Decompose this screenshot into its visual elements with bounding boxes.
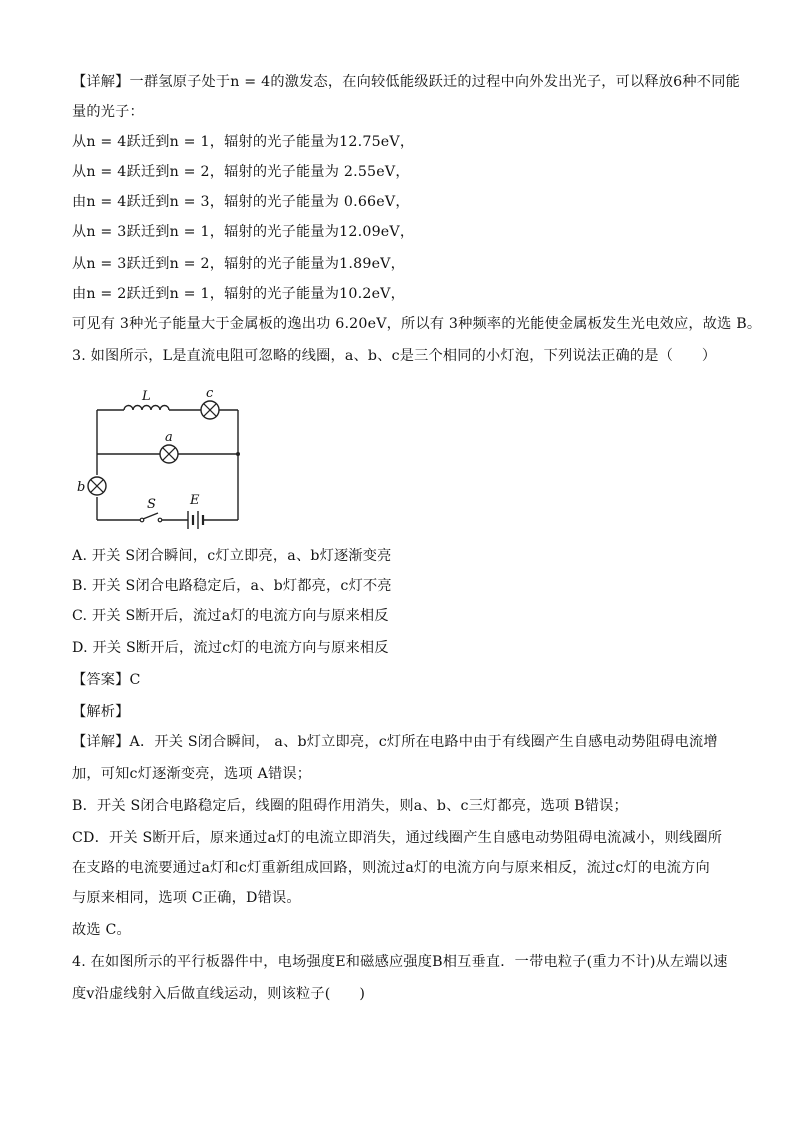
option-d: D. 开关 S断开后，流过c灯的电流方向与原来相反 — [72, 640, 389, 656]
question-3-stem: 3. 如图所示，L是直流电阻可忽略的线圈，a、b、c是三个相同的小灯泡，下列说法正确的是（ ） — [72, 348, 717, 364]
inductor-coil-icon — [124, 406, 169, 411]
text-line: 由n = 4跃迁到n = 3，辐射的光子能量为 0.66eV， — [72, 194, 410, 210]
explanation-line: B．开关 S闭合电路稳定后，线圈的阻碍作用消失，则a、b、c三灯都亮，选项 B错误； — [72, 798, 628, 814]
option-a: A. 开关 S闭合瞬间，c灯立即亮，a、b灯逐渐变亮 — [72, 548, 392, 564]
label-b: b — [77, 480, 86, 495]
label-L: L — [142, 389, 151, 404]
analysis-label: 【解析】 — [72, 704, 130, 720]
option-b: B. 开关 S闭合电路稳定后，a、b灯都亮，c灯不亮 — [72, 578, 392, 594]
explanation-line: 故选 C。 — [72, 922, 131, 938]
explanation-line: 加，可知c灯逐渐变亮，选项 A错误； — [72, 766, 312, 782]
text-line: 从n = 3跃迁到n = 1，辐射的光子能量为12.09eV， — [72, 224, 415, 240]
question-4-stem: 度v沿虚线射入后做直线运动，则该粒子( ) — [72, 986, 366, 1002]
lamp-c-icon — [201, 401, 219, 419]
lamp-b-icon — [88, 477, 106, 495]
junction-dot — [236, 452, 240, 456]
label-c: c — [206, 386, 214, 401]
label-a: a — [165, 430, 173, 445]
explanation-line: CD．开关 S断开后，原来通过a灯的电流立即消失，通过线圈产生自感电动势阻碍电流减小，则线圈所 — [72, 830, 723, 846]
switch-icon — [140, 513, 162, 522]
explanation-line: 与原来相同，选项 C正确，D错误。 — [72, 890, 301, 906]
lamp-a-icon — [160, 445, 178, 463]
question-4-stem: 4. 在如图所示的平行板器件中，电场强度E和磁感应强度B相互垂直．一带电粒子(重力不计)从左端以速 — [72, 954, 728, 970]
label-E: E — [190, 493, 200, 508]
option-c: C. 开关 S断开后，流过a灯的电流方向与原来相反 — [72, 608, 389, 624]
label-S: S — [147, 497, 156, 512]
text-line: 【详解】一群氢原子处于n = 4的激发态，在向较低能级跃迁的过程中向外发出光子，可以释放6种不同能 — [72, 74, 740, 90]
explanation-line: 【详解】A．开关 S闭合瞬间， a、b灯立即亮，c灯所在电路中由于有线圈产生自感电动势阻碍电流增 — [72, 734, 718, 750]
text-line: 由n = 2跃迁到n = 1，辐射的光子能量为10.2eV， — [72, 286, 405, 302]
battery-icon — [188, 511, 203, 529]
answer-label: 【答案】C — [72, 672, 141, 688]
text-line: 从n = 3跃迁到n = 2，辐射的光子能量为1.89eV， — [72, 256, 405, 272]
text-line: 从n = 4跃迁到n = 1，辐射的光子能量为12.75eV， — [72, 134, 415, 150]
explanation-line: 在支路的电流要通过a灯和c灯重新组成回路，则流过a灯的电流方向与原来相反，流过c灯的电流方向 — [72, 860, 710, 876]
text-line: 量的光子： — [72, 104, 144, 120]
circuit-diagram — [72, 380, 272, 530]
text-line: 从n = 4跃迁到n = 2，辐射的光子能量为 2.55eV， — [72, 164, 410, 180]
text-line: 可见有 3种光子能量大于金属板的逸出功 6.20eV，所以有 3种频率的光能使金属板发生光电效应，故选 B。 — [72, 316, 762, 332]
